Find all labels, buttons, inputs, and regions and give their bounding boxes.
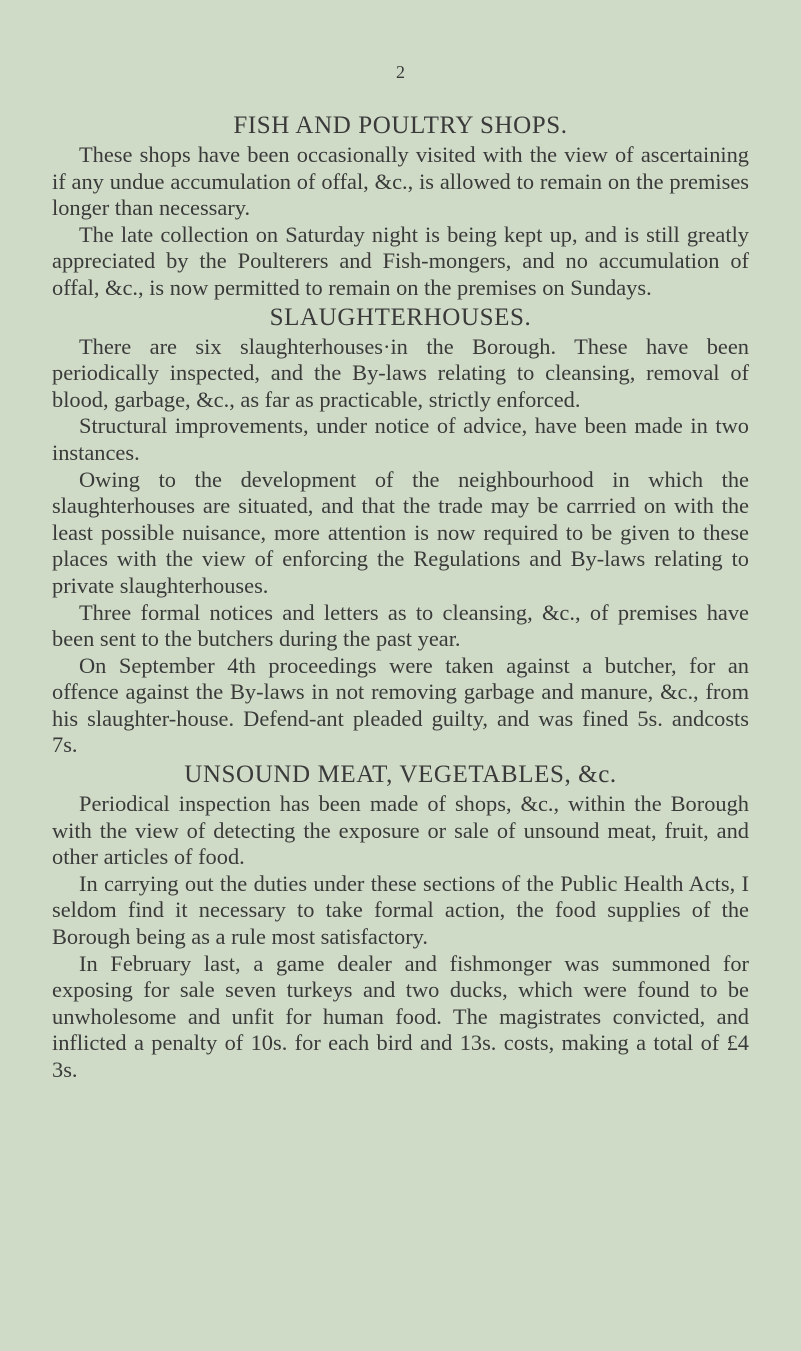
section-unsound-meat	[52, 759, 749, 1084]
paragraph: The late collection on Saturday night is being kept up, and is still greatly appreciated by the Poulterers and Fish-mongers, and no accumulation of offal, &c., is now permitted to remain on the premises on Sundays.	[52, 221, 749, 300]
section-heading: SLAUGHTERHOUSES.	[269, 303, 532, 331]
page-content	[52, 110, 749, 1084]
paragraph: Periodical inspection has been made of shops, &c., within the Borough with the view of detecting the exposure or sale of unsound meat, fruit, and other articles of food.	[52, 791, 749, 870]
paragraph: These shops have been occasionally visited with the view of ascertaining if any undue accumulation of offal, &c., is allowed to remain on the premises longer than necessary.	[52, 142, 749, 221]
section-heading: FISH AND POULTRY SHOPS.	[233, 112, 568, 139]
page-number: 2	[396, 62, 405, 82]
section-fish-and-poultry-shops	[52, 110, 749, 302]
paragraph: In carrying out the duties under these sections of the Public Health Acts, I seldom find it necessary to take formal action, the food supplies of the Borough being as a rule most satisfactory.	[52, 870, 749, 950]
paragraph: Three formal notices and letters as to cleansing, &c., of premises have been sent to the butchers during the past year.	[52, 599, 749, 652]
section-slaughterhouses	[52, 302, 749, 760]
paragraph: There are six slaughterhouses·in the Borough. These have been periodically inspected, and the By-laws relating to cleansing, removal of blood, garbage, &c., as far as practicable, strictly enforced.	[52, 333, 749, 412]
paragraph: In February last, a game dealer and fishmonger was summoned for exposing for sale seven turkeys and two ducks, which were found to be unwholesome and unfit for human food. The magistrates convicted, and inflicted a penalty of 10s. for each bird and 13s. costs, making a total of £4 3s.	[52, 950, 749, 1082]
paragraph: Owing to the development of the neighbourhood in which the slaughterhouses are situated, and that the trade may be carrried on with the least possible nuisance, more attention is now required to be given to these places with the view of enforcing the Regulations and By-laws relating to private slaughterhouses.	[52, 466, 749, 598]
section-heading: UNSOUND MEAT, VEGETABLES, &c.	[184, 761, 617, 789]
paragraph: Structural improvements, under notice of advice, have been made in two instances.	[52, 413, 749, 465]
paragraph: On September 4th proceedings were taken against a butcher, for an offence against the By-laws in not removing garbage and manure, &c., from his slaughter-house. Defend-ant pleaded guilty, and was fined 5s. andcosts 7s.	[52, 652, 749, 758]
